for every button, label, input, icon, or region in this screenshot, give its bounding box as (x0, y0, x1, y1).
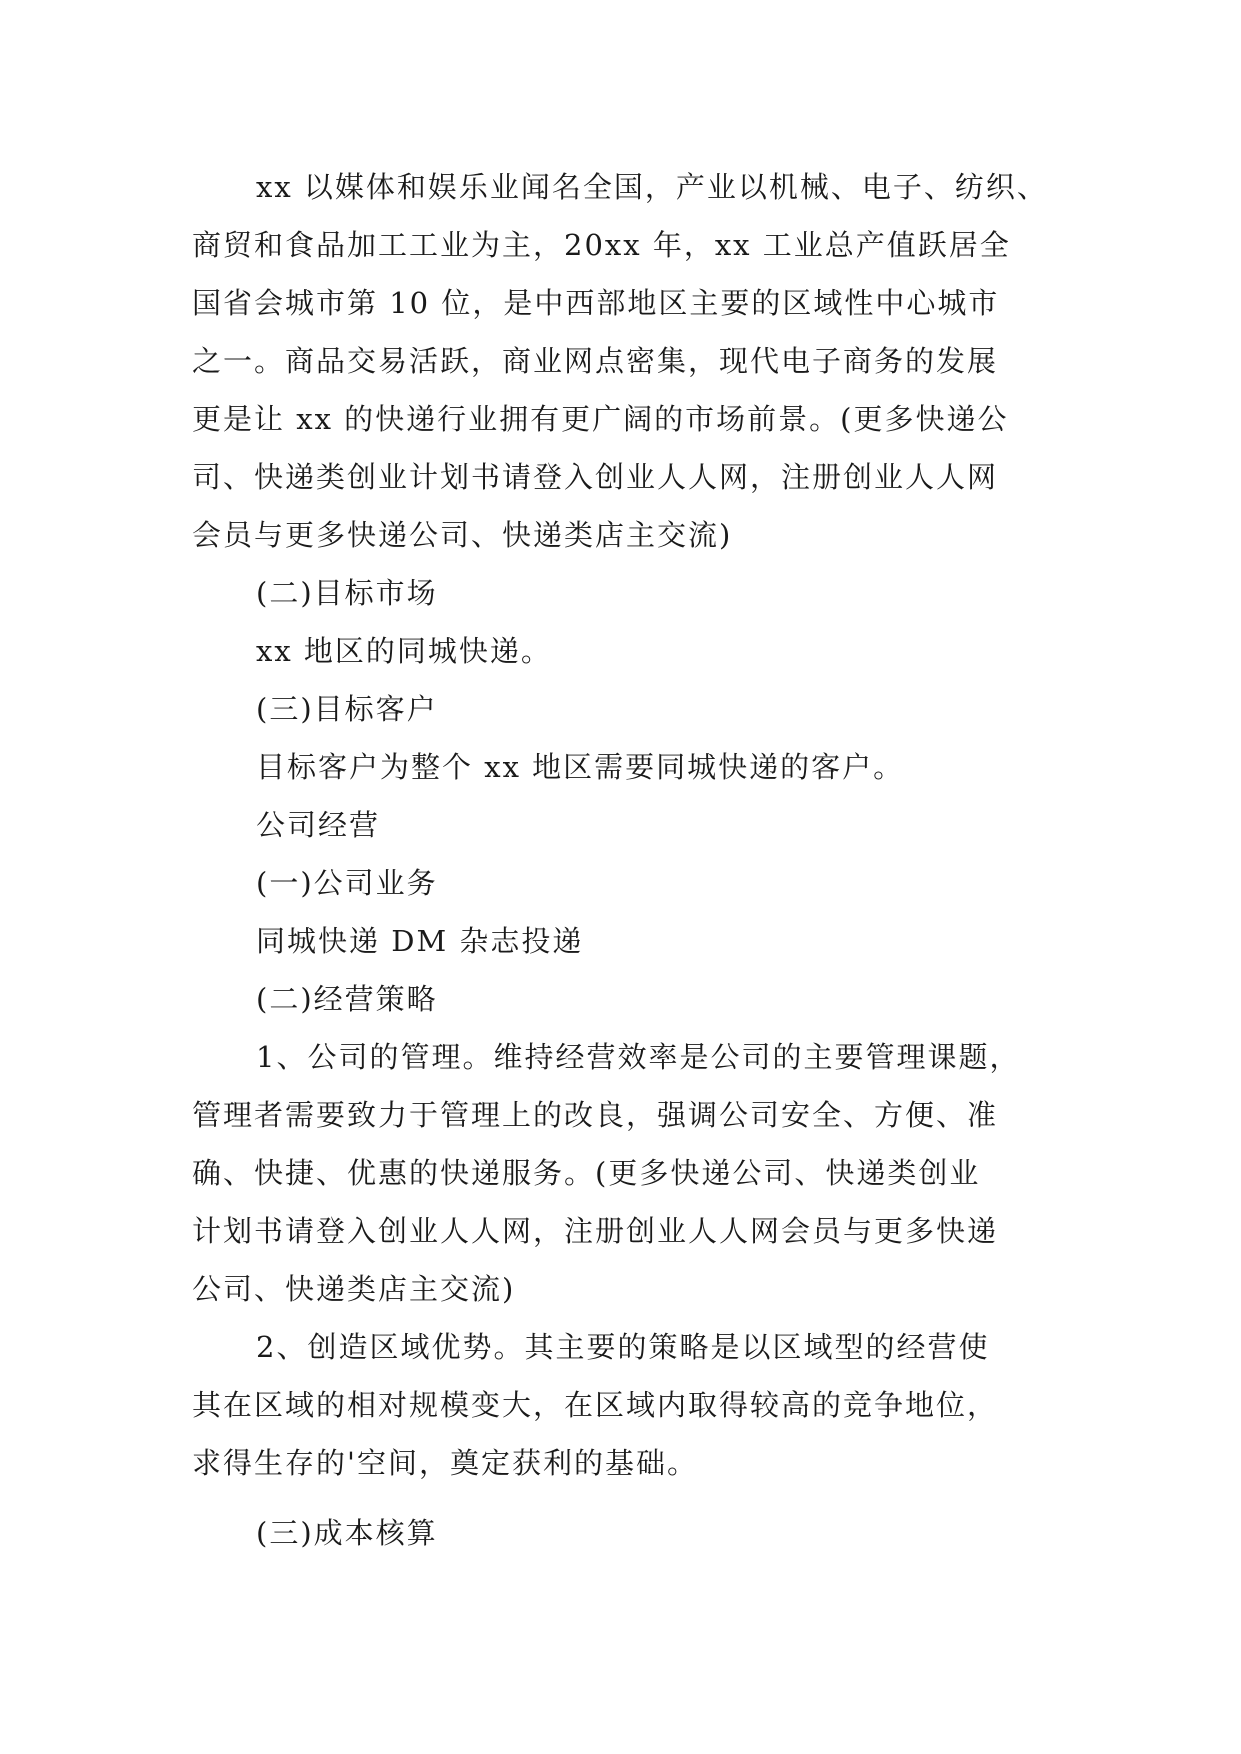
paragraph-line: 之一。商品交易活跃，商业网点密集，现代电子商务的发展 (192, 344, 999, 378)
paragraph-line: 其在区域的相对规模变大，在区域内取得较高的竞争地位， (192, 1388, 999, 1422)
paragraph-line: 同城快递 DM 杂志投递 (256, 924, 584, 958)
section-heading: (二)目标市场 (256, 576, 438, 610)
section-heading: (一)公司业务 (256, 866, 438, 900)
paragraph-line: 1、公司的管理。维持经营效率是公司的主要管理课题， (256, 1040, 1021, 1074)
paragraph-line: 更是让 xx 的快递行业拥有更广阔的市场前景。(更多快递公 (192, 402, 1009, 436)
paragraph-line: xx 地区的同城快递。 (256, 634, 552, 668)
paragraph-line: xx 以媒体和娱乐业闻名全国，产业以机械、电子、纺织、 (256, 170, 1048, 204)
paragraph-line: 目标客户为整个 xx 地区需要同城快递的客户。 (256, 750, 905, 784)
document-body (192, 158, 1052, 1562)
paragraph-line: 商贸和食品加工工业为主，20xx 年，xx 工业总产值跃居全 (192, 228, 1011, 262)
paragraph-line: 确、快捷、优惠的快递服务。(更多快递公司、快递类创业 (192, 1156, 981, 1190)
spacer (192, 1492, 1052, 1504)
paragraph-line: 求得生存的'空间，奠定获利的基础。 (192, 1446, 698, 1480)
paragraph-line: 计划书请登入创业人人网，注册创业人人网会员与更多快递 (192, 1214, 999, 1248)
paragraph-line: 国省会城市第 10 位，是中西部地区主要的区域性中心城市 (192, 286, 1000, 320)
paragraph-line: 会员与更多快递公司、快递类店主交流) (192, 518, 733, 552)
paragraph-line: 公司、快递类店主交流) (192, 1272, 516, 1306)
section-heading: (三)目标客户 (256, 692, 438, 726)
paragraph-line: 2、创造区域优势。其主要的策略是以区域型的经营使 (256, 1330, 990, 1364)
paragraph-line: 司、快递类创业计划书请登入创业人人网，注册创业人人网 (192, 460, 999, 494)
section-heading: (二)经营策略 (256, 982, 438, 1016)
paragraph-line: 管理者需要致力于管理上的改良，强调公司安全、方便、准 (192, 1098, 999, 1132)
section-heading: 公司经营 (256, 808, 381, 842)
section-heading: (三)成本核算 (256, 1516, 438, 1550)
